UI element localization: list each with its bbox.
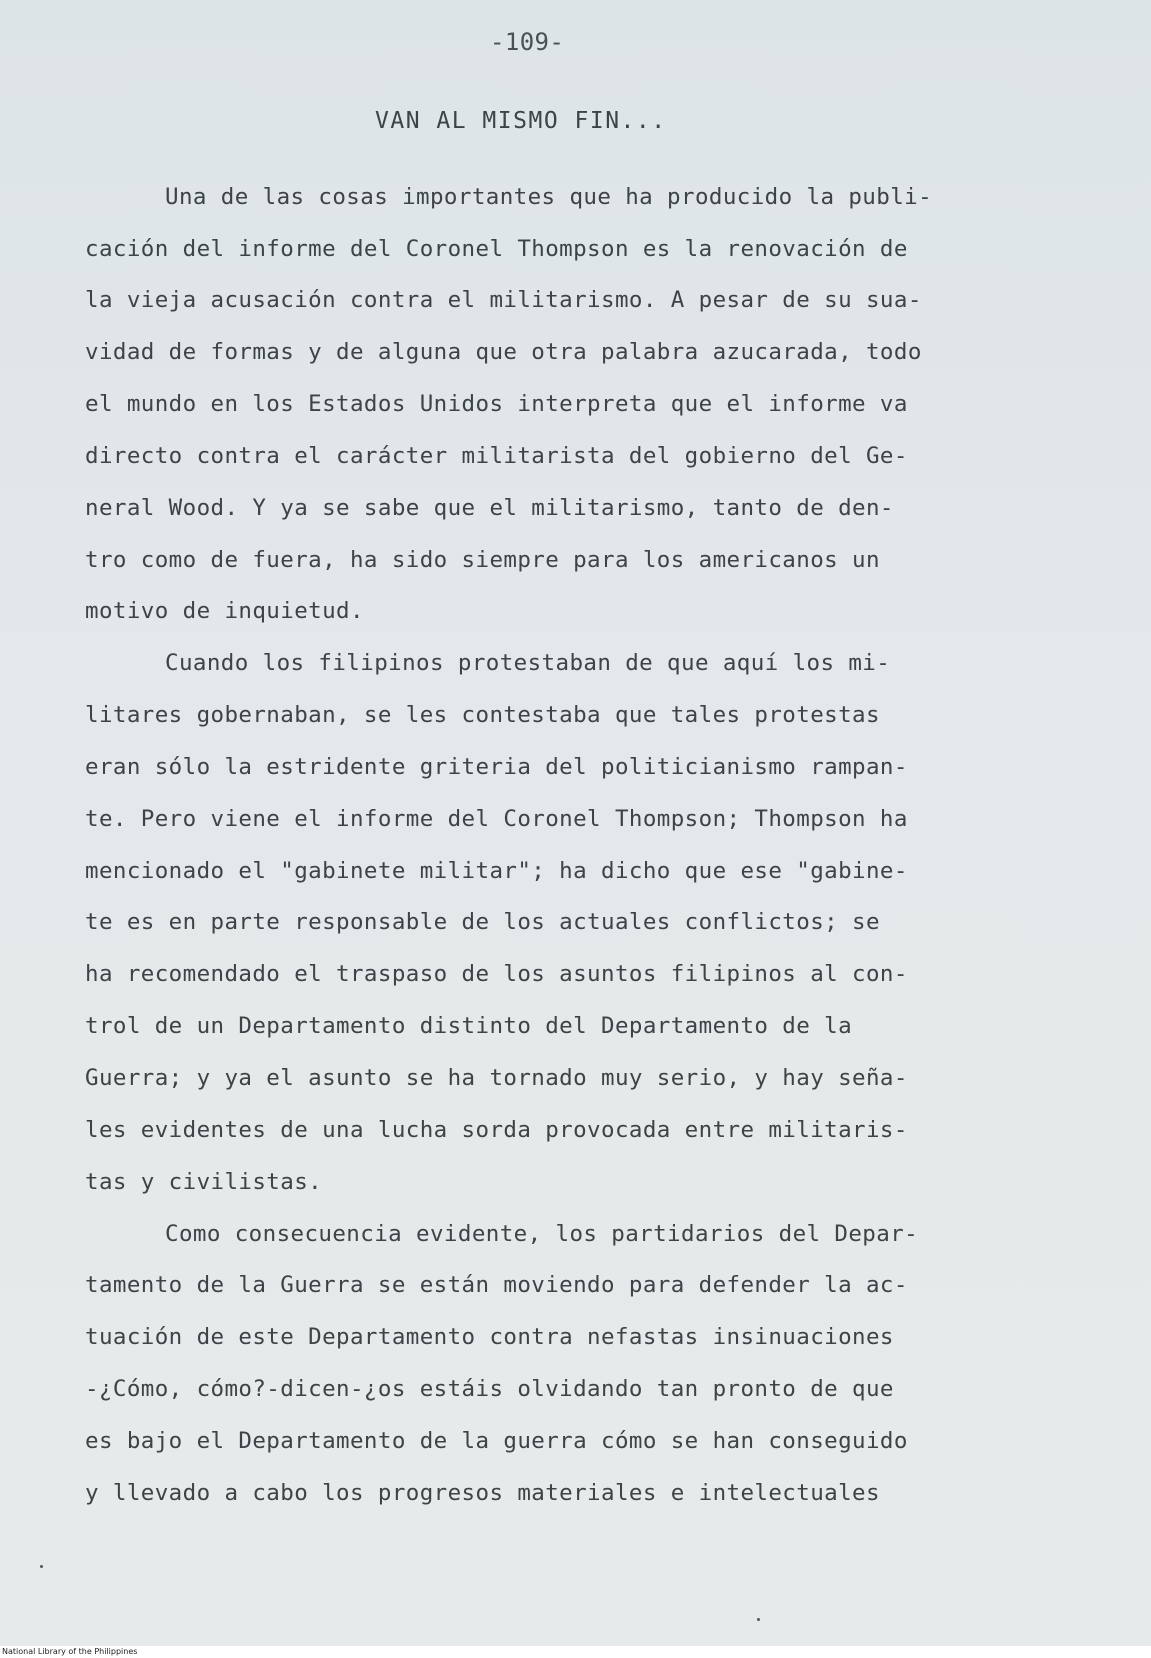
text-line: cación del informe del Coronel Thompson es la renovación de [85, 236, 908, 262]
document-title: VAN AL MISMO FIN... [375, 108, 667, 134]
text-line: te. Pero viene el informe del Coronel Thompson; Thompson ha [85, 806, 908, 832]
text-line: litares gobernaban, se les contestaba que tales protestas [85, 702, 880, 728]
text-line: mencionado el "gabinete militar"; ha dicho que ese "gabine- [85, 858, 908, 884]
text-line: vidad de formas y de alguna que otra palabra azucarada, todo [85, 339, 922, 365]
library-credit: National Library of the Philippines [0, 1646, 1151, 1658]
text-line: ha recomendado el traspaso de los asuntos filipinos al con- [85, 961, 908, 987]
text-line: eran sólo la estridente griteria del politicianismo rampan- [85, 754, 908, 780]
text-line: -¿Cómo, cómo?-dicen-¿os estáis olvidando tan pronto de que [85, 1376, 894, 1402]
text-line: neral Wood. Y ya se sabe que el militarismo, tanto de den- [85, 495, 894, 521]
text-line: Cuando los filipinos protestaban de que aquí los mi- [165, 650, 891, 676]
text-line: Como consecuencia evidente, los partidarios del Depar- [165, 1221, 919, 1247]
text-line: trol de un Departamento distinto del Departamento de la [85, 1013, 853, 1039]
text-line: es bajo el Departamento de la guerra cómo se han conseguido [85, 1428, 908, 1454]
text-line: tro como de fuera, ha sido siempre para los americanos un [85, 547, 880, 573]
text-line: te es en parte responsable de los actuales conflictos; se [85, 909, 880, 935]
paper-speck [757, 1618, 760, 1621]
text-line: la vieja acusación contra el militarismo. A pesar de su sua- [85, 287, 922, 313]
text-line: directo contra el carácter militarista del gobierno del Ge- [85, 443, 908, 469]
text-line: Una de las cosas importantes que ha producido la publi- [165, 184, 933, 210]
text-line: Guerra; y ya el asunto se ha tornado muy serio, y hay seña- [85, 1065, 908, 1091]
text-line: y llevado a cabo los progresos materiales e intelectuales [85, 1480, 880, 1506]
paper-speck [40, 1565, 43, 1568]
text-line: motivo de inquietud. [85, 598, 364, 624]
text-line: tamento de la Guerra se están moviendo para defender la ac- [85, 1272, 908, 1298]
text-line: el mundo en los Estados Unidos interpreta que el informe va [85, 391, 908, 417]
text-line: tas y civilistas. [85, 1169, 323, 1195]
text-line: les evidentes de una lucha sorda provocada entre militaris- [85, 1117, 908, 1143]
page-number: -109- [490, 28, 565, 56]
text-line: tuación de este Departamento contra nefastas insinuaciones [85, 1324, 894, 1350]
